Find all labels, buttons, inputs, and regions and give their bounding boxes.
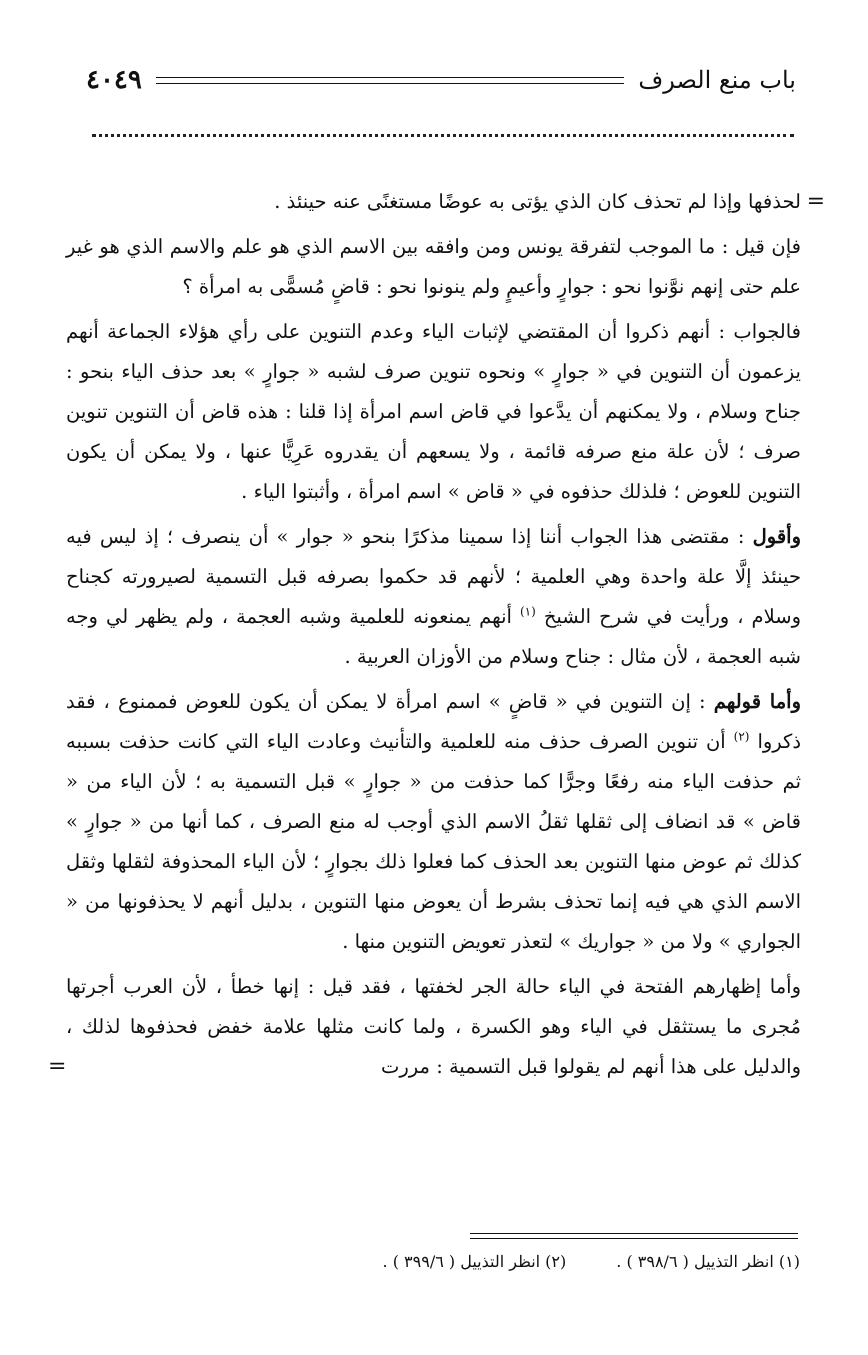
- continuation-marker-start: =: [806, 189, 825, 214]
- paragraph-text: : إن التنوين في « قاضٍ » اسم امرأة لا يمكن أن يكون للعوض فممنوع ، فقد ذكروا: [66, 690, 801, 753]
- paragraph-fatha: [48, 967, 801, 1087]
- footnote-rule: [470, 1233, 798, 1239]
- footnote-1: (١) انظر التذييل ( ٣٩٨/٦ ) .: [616, 1252, 800, 1271]
- chapter-title: باب منع الصرف: [638, 66, 796, 94]
- paragraph-text: أن تنوين الصرف حذف منه للعلمية والتأنيث وعادت الياء التي كانت حذفت بسببه ثم حذفت الياء منه رفعًا وجرًّا كما حذفت من « جوارٍ » قبل التسمية به ؛ لأن الياء من « قاض » قد انضاف إلى ثقلها ثقلُ الاسم الذي أوجب له منع الصرف ، كما أنها من « جوارٍ » كذلك ثم عوض منها التنوين بعد الحذف كما فعلوا ذلك بجوارٍ ؛ لأن الياء المحذوفة لثقلها وثقل الاسم الذي هي فيه إنما تحذف بشرط أن يعوض منها التنوين ، بدليل أنهم لا يحذفونها من « الجواري » ولا من « جواريك » لتعذر تعويض التنوين منها .: [66, 730, 801, 953]
- paragraph-lead: وأما قولهم: [713, 690, 801, 713]
- paragraph-text: لحذفها وإذا لم تحذف كان الذي يؤتى به عوضًا مستغنًى عنه حينئذ .: [274, 190, 801, 213]
- paragraph-answer: [66, 312, 801, 512]
- paragraph-aqul: [66, 517, 801, 677]
- paragraph-continuation: [66, 182, 825, 222]
- footnote-2: (٢) انظر التذييل ( ٣٩٩/٦ ) .: [382, 1252, 567, 1271]
- continuation-marker-end: =: [48, 1054, 67, 1079]
- dotted-separator: [92, 134, 794, 137]
- paragraph-text: أنهم يمنعونه للعلمية وشبه العجمة ، ولم يظهر لي وجه شبه العجمة ، لأن مثال : جناح وسلام من الأوزان العربية .: [66, 605, 801, 668]
- paragraph-lead: وأقول: [752, 525, 802, 548]
- paragraph-qawluhum: [66, 682, 801, 962]
- page-header: [86, 60, 796, 100]
- main-text: [48, 182, 825, 1092]
- paragraph-text: فالجواب : أنهم ذكروا أن المقتضي لإثبات الياء وعدم التنوين على رأي هؤلاء الجماعة أنهم يزعمون أن التنوين في « جوارٍ » ونحوه تنوين صرف لشبه « جوارٍ » بعد حذف الياء بنحو : جناح وسلام ، ولا يمكنهم أن يدَّعوا في قاض اسم امرأة إذا قلنا : هذه قاض أن التنوين تنوين صرف ؛ لأن علة منع صرفه قائمة ، ولا يسعهم أن يقدروه عَرِيًّا عنها ، ولا يمكن أن يكون التنوين للعوض ؛ فلذلك حذفوه في « قاض » اسم امرأة ، وأثبتوا الياء .: [66, 320, 801, 503]
- paragraph-text: : مقتضى هذا الجواب أننا إذا سمينا مذكرًا بنحو « جوار » أن ينصرف ؛ إذ ليس فيه حينئذ إلَّا علة واحدة وهي العلمية ؛ لأنهم قد حكموا بصرفه قبل التسمية لصيرورته كجناح وسلام ، ورأيت في شرح الشيخ: [66, 525, 802, 628]
- footnotes: [150, 1252, 800, 1271]
- page-number: ٤٠٤٩: [86, 65, 142, 95]
- footnote-ref-2: (٢): [733, 729, 750, 744]
- paragraph-question: [66, 227, 801, 307]
- paragraph-text: وأما إظهارهم الفتحة في الياء حالة الجر لخفتها ، فقد قيل : إنها خطأ ، لأن العرب أجرتها مُجرى ما يستثقل في الياء وهو الكسرة ، ولما كانت مثلها علامة خفض فحذفوها لذلك ، والدليل على هذا أنهم لم يقولوا قبل التسمية : مررت: [66, 975, 801, 1078]
- paragraph-text: فإن قيل : ما الموجب لتفرقة يونس ومن وافقه بين الاسم الذي هو علم والاسم الذي هو غير علم حتى إنهم نوَّنوا نحو : جوارٍ وأعيمٍ ولم ينونوا نحو : قاضٍ مُسمًّى به امرأة ؟: [66, 235, 801, 298]
- footnote-ref-1: (١): [519, 604, 536, 619]
- header-rule: [156, 77, 625, 84]
